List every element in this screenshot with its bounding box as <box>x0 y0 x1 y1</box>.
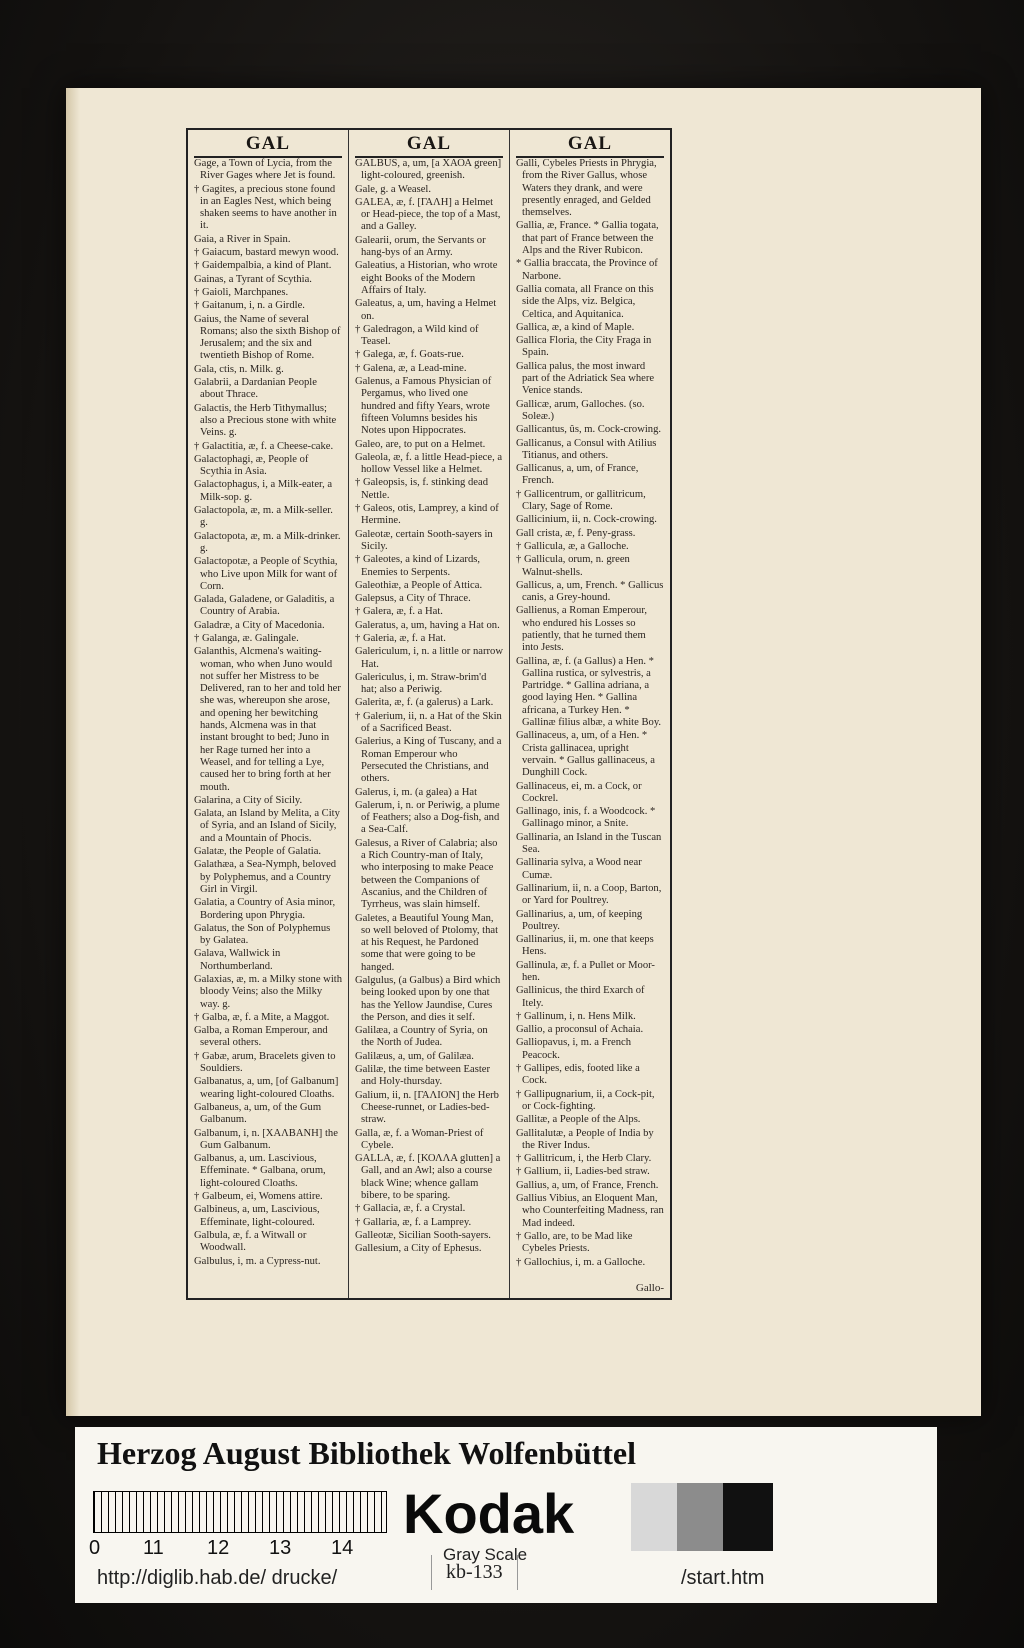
dictionary-entry: Galetes, a Beautiful Young Man, so well beloved of Ptolomy, that at his Request, he Pardoned some that were going to be hanged. <box>355 912 499 973</box>
dictionary-entry: Galerus, i, m. (a galea) a Hat <box>355 786 478 798</box>
dictionary-entry: Galla, æ, f. a Woman-Priest of Cybele. <box>355 1127 484 1151</box>
dictionary-entry: Galava, Wallwick in Northumberland. <box>194 948 281 972</box>
dictionary-entry: Galabrii, a Dardanian People about Thrace. <box>194 377 317 401</box>
dictionary-entry: Gallinaceus, ei, m. a Cock, or Cockrel. <box>516 780 642 804</box>
dictionary-entry: Gall crista, æ, f. Peny-grass. <box>516 527 636 539</box>
dictionary-entry: † Galena, æ, a Lead-mine. <box>355 362 467 374</box>
dictionary-entry: Galactopola, æ, m. a Milk-seller. g. <box>194 505 333 529</box>
dictionary-entry: † Gallo, are, to be Mad like Cybeles Priests. <box>516 1230 633 1255</box>
dictionary-entry: Galeratus, a, um, having a Hat on. <box>355 619 500 631</box>
column-3-text <box>516 158 664 1269</box>
dictionary-entry: Galli, Cybeles Priests in Phrygia, from the River Gallus, whose Waters they drank, and were presently enraged, and Gelded themselves. <box>516 158 657 219</box>
dictionary-entry: Galgulus, (a Galbus) a Bird which being looked upon by one that has the Yellow Jaundise, Cures the Person, and dies it self. <box>355 975 501 1023</box>
column-3 <box>510 130 670 1298</box>
dictionary-entry: Galilæ, the time between Easter and Holy-thursday. <box>355 1064 491 1088</box>
dictionary-entry: Galleotæ, Sicilian Sooth-sayers. <box>355 1229 491 1241</box>
ruler <box>93 1491 387 1533</box>
dictionary-entry: Gallicinium, ii, n. Cock-crowing. <box>516 514 657 526</box>
dictionary-entry: Gallinicus, the third Exarch of Itely. <box>516 985 645 1009</box>
dictionary-entry: Gallinaceus, a, um, of a Hen. * Crista gallinacea, upright vervain. * Gallus gallinaceus, a Dunghill Cock. <box>516 730 655 779</box>
dictionary-entry: † Gallaria, æ, f. a Lamprey. <box>355 1216 472 1228</box>
dictionary-entry: † Galega, æ, f. Goats-rue. <box>355 349 464 361</box>
ruler-number-12: 12 <box>207 1537 230 1559</box>
dictionary-entry: Gallinula, æ, f. a Pullet or Moor-hen. <box>516 959 655 983</box>
dictionary-entry: Galbanatus, a, um, [of Galbanum] wearing light-coloured Cloaths. <box>194 1076 339 1100</box>
dictionary-entry: Galbaneus, a, um, of the Gum Galbanum. <box>194 1101 322 1126</box>
dictionary-entry: Galadræ, a City of Macedonia. <box>194 619 325 631</box>
dictionary-entry: † Galeopsis, is, f. stinking dead Nettle. <box>355 477 488 501</box>
start-url: /start.htm <box>681 1567 765 1589</box>
dictionary-entry: Gallicanus, a, um, of France, French. <box>516 463 639 487</box>
dictionary-entry: Gallia, æ, France. * Gallia togata, that part of France between the Alps and the River Rubicon. <box>516 220 659 257</box>
dictionary-entry: † Gaiacum, bastard mewyn wood. <box>194 247 339 259</box>
gray-swatch-light <box>631 1483 677 1551</box>
column-header-3: GAL <box>516 130 664 158</box>
dictionary-entry: Galatus, the Son of Polyphemus by Galatea. <box>194 922 331 947</box>
dictionary-entry: Galeo, are, to put on a Helmet. <box>355 438 486 450</box>
dictionary-entry: Gallica palus, the most inward part of the Adriatick Sea where Venice stands. <box>516 360 655 397</box>
dictionary-entry: Gallesium, a City of Ephesus. <box>355 1243 482 1255</box>
dictionary-entry: Gaia, a River in Spain. <box>194 233 291 245</box>
ruler-number-14: 14 <box>331 1537 354 1559</box>
dictionary-entry: Galilæus, a, um, of Galilæa. <box>355 1050 474 1062</box>
dictionary-entry: Gallica Floria, the City Fraga in Spain. <box>516 335 652 359</box>
dictionary-entry: Galeola, æ, f. a little Head-piece, a hollow Vessel like a Helmet. <box>355 451 503 476</box>
dictionary-entry: GALEA, æ, f. [ΓΑΛΗ] a Helmet or Head-piece, the top of a Mast, and a Galley. <box>355 196 501 233</box>
column-2-text <box>355 158 503 1256</box>
dictionary-entry: † Galeos, otis, Lamprey, a kind of Hermine. <box>355 503 499 527</box>
column-header-1: GAL <box>194 130 342 158</box>
dictionary-entry: Galearii, orum, the Servants or hang-bys of an Army. <box>355 234 486 259</box>
ruler-number-0: 0 <box>89 1537 101 1559</box>
dictionary-entry: Galericulum, i, n. a little or narrow Hat. <box>355 646 503 670</box>
dictionary-entry: Galericulus, i, m. Straw-brim'd hat; also a Periwig. <box>355 671 487 696</box>
dictionary-entry: Galbulus, i, m. a Cypress-nut. <box>194 1255 321 1267</box>
dictionary-entry: Galactopota, æ, m. a Milk-drinker. g. <box>194 530 341 554</box>
dictionary-entry: Galerita, æ, f. (a galerus) a Lark. <box>355 697 494 709</box>
dictionary-entry: † Galerium, ii, n. a Hat of the Skin of a Sacrificed Beast. <box>355 710 502 735</box>
source-url: http://diglib.hab.de/ drucke/ <box>97 1567 338 1589</box>
scan-footer <box>75 1427 937 1603</box>
dictionary-entry: Galilæa, a Country of Syria, on the North of Judea. <box>355 1025 488 1049</box>
dictionary-entry: Gallienus, a Roman Emperour, who endured his Losses so patiently, that he turned them into Jests. <box>516 605 648 654</box>
dictionary-entry: Galanthis, Alcmena's waiting-woman, who when Juno would not suffer her Mistress to be Delivered, ran to her and told her she was, whereupon she arose, and opening her bewitching hands, Alcmena was in that instant brought to bed; Juno in her Rage turned her into a Weasel, and for telling a Lye, caused her to bring forth at her mouth. <box>194 646 341 793</box>
dictionary-entry: GALLA, æ, f. [ΚΟΛΛΑ glutten] a Gall, and an Awl; also a course black Wine; whence gallam bibere, to be sparing. <box>355 1153 501 1202</box>
dictionary-entry: Galbanum, i, n. [ΧΑΛΒΑΝΗ] the Gum Galbanum. <box>194 1127 338 1151</box>
dictionary-entry: Galium, ii, n. [ΓΑΛΙΟΝ] the Herb Cheese-runnet, or Ladies-bed-straw. <box>355 1089 499 1126</box>
dictionary-entry: Gallinarius, a, um, of keeping Poultrey. <box>516 908 643 932</box>
dictionary-entry: Gallinaria sylva, a Wood near Cumæ. <box>516 857 642 881</box>
gray-swatch-mid <box>677 1483 723 1551</box>
dictionary-entry: Gallica, æ, a kind of Maple. <box>516 321 635 333</box>
gray-scale-label: Gray Scale <box>443 1545 528 1564</box>
dictionary-entry: Galactopotæ, a People of Scythia, who Live upon Milk for want of Corn. <box>194 556 338 592</box>
dictionary-entry: Galeatus, a, um, having a Helmet on. <box>355 298 497 322</box>
dictionary-entry: † Gagites, a precious stone found in an Eagles Nest, which being shaken seems to have another in it. <box>194 183 337 232</box>
dictionary-entry: † Gallicentrum, or gallitricum, Clary, Sage of Rome. <box>516 488 646 513</box>
column-1-text <box>194 158 342 1268</box>
dictionary-entry: Galathæa, a Sea-Nymph, beloved by Polyphemus, and a Country Girl in Virgil. <box>194 859 337 895</box>
dictionary-entry: † Gallipes, edis, footed like a Cock. <box>516 1063 640 1087</box>
dictionary-entry: Gallicanus, a Consul with Atilius Titianus, and others. <box>516 437 657 461</box>
dictionary-entry: † Gallipugnarium, ii, a Cock-pit, or Cock-fighting. <box>516 1088 655 1112</box>
catchword: Gallo- <box>635 1282 664 1294</box>
ruler-number-11: 11 <box>143 1537 164 1559</box>
dictionary-entry: † Gallium, ii, Ladies-bed straw. <box>516 1166 650 1178</box>
dictionary-entry: Gale, g. a Weasel. <box>355 183 432 195</box>
dictionary-entry: Galbanus, a, um. Lascivious, Effeminate. * Galbana, orum, light-coloured Cloaths. <box>194 1153 326 1189</box>
dictionary-entry: Gala, ctis, n. Milk. g. <box>194 363 284 375</box>
dictionary-entry: Galactophagi, æ, People of Scythia in Asia. <box>194 453 309 478</box>
dictionary-entry: Galerius, a King of Tuscany, and a Roman Emperour who Persecuted the Christians, and others. <box>355 736 502 785</box>
dictionary-entry: Gallia comata, all France on this side the Alps, viz. Belgica, Celtica, and Aquitanica. <box>516 283 654 320</box>
dictionary-entry: Gallicantus, ûs, m. Cock-crowing. <box>516 424 662 436</box>
dictionary-entry: † Galactitia, æ, f. a Cheese-cake. <box>194 440 334 452</box>
dictionary-entry: Gallius, a, um, of France, French. <box>516 1179 659 1191</box>
dictionary-entry: † Galanga, æ. Galingale. <box>194 632 299 644</box>
dictionary-entry: Gallitæ, a People of the Alps. <box>516 1114 641 1126</box>
column-2 <box>349 130 510 1298</box>
dictionary-entry: † Gallochius, i, m. a Galloche. <box>516 1256 646 1268</box>
dictionary-entry: Galbula, æ, f. a Witwall or Woodwall. <box>194 1229 307 1254</box>
dictionary-entry: Gallio, a proconsul of Achaia. <box>516 1024 644 1036</box>
gray-swatch-dark <box>723 1483 773 1551</box>
ruler-number-13: 13 <box>269 1537 292 1559</box>
dictionary-entry: Gallinaria, an Island in the Tuscan Sea. <box>516 831 662 856</box>
dictionary-entry: † Gabæ, arum, Bracelets given to Souldiers. <box>194 1050 336 1075</box>
dictionary-entry: Galarina, a City of Sicily. <box>194 794 303 806</box>
dictionary-entry: Galesus, a River of Calabria; also a Rich Country-man of Italy, who interposing to make Peace between the Companions of Ascanius, and the Children of Tyrrheus, was slain himself. <box>355 837 498 911</box>
shelf-code: kb-133 <box>431 1555 518 1590</box>
dictionary-entry: Galbineus, a, um, Lascivious, Effeminate, light-coloured. <box>194 1204 320 1228</box>
dictionary-entry: Galepsus, a City of Thrace. <box>355 593 471 605</box>
dictionary-entry: Gallius Vibius, an Eloquent Man, who Counterfeiting Madness, ran Mad indeed. <box>516 1193 664 1229</box>
dictionary-entry: † Galeria, æ, f. a Hat. <box>355 632 446 644</box>
dictionary-entry: Galeatius, a Historian, who wrote eight Books of the Modern Affairs of Italy. <box>355 260 498 296</box>
dictionary-entry: Gage, a Town of Lycia, from the River Gages where Jet is found. <box>194 158 336 182</box>
dictionary-entry: Galatæ, the People of Galatia. <box>194 846 322 858</box>
dictionary-entry: Galatia, a Country of Asia minor, Bordering upon Phrygia. <box>194 897 336 921</box>
dictionary-entry: † Galera, æ, f. a Hat. <box>355 606 443 618</box>
dictionary-columns <box>186 128 672 1300</box>
library-name: Herzog August Bibliothek Wolfenbüttel <box>97 1435 637 1471</box>
dictionary-entry: Gallinarius, ii, m. one that keeps Hens. <box>516 934 654 958</box>
dictionary-entry: † Gallitricum, i, the Herb Clary. <box>516 1153 652 1165</box>
dictionary-entry: Gaius, the Name of several Romans; also the sixth Bishop of Jerusalem; and the six and twentieth Bishop of Rome. <box>194 313 341 362</box>
dictionary-entry: † Gaioli, Marchpanes. <box>194 286 289 298</box>
dictionary-entry: † Gallinum, i, n. Hens Milk. <box>516 1010 636 1022</box>
dictionary-entry: Galactis, the Herb Tithymallus; also a Precious stone with white Veins. g. <box>194 402 337 439</box>
dictionary-entry: * Gallia braccata, the Province of Narbone. <box>516 258 658 282</box>
dictionary-entry: † Gallicula, æ, a Galloche. <box>516 540 629 552</box>
dictionary-entry: Galada, Galadene, or Galaditis, a Country of Arabia. <box>194 594 335 618</box>
dictionary-entry: Gallicæ, arum, Galloches. (so. Soleæ.) <box>516 398 645 422</box>
dictionary-entry: Galeothiæ, a People of Attica. <box>355 579 483 591</box>
dictionary-entry: Gallinago, inis, f. a Woodcock. * Gallinago minor, a Snite. <box>516 806 656 830</box>
dictionary-entry: Galliopavus, i, m. a French Peacock. <box>516 1037 632 1061</box>
dictionary-entry: Galata, an Island by Melita, a City of Syria, and an Island of Sicily, and a Mountain of Phocis. <box>194 808 340 844</box>
dictionary-entry: † Galedragon, a Wild kind of Teasel. <box>355 323 479 348</box>
dictionary-entry: Galba, a Roman Emperour, and several others. <box>194 1025 328 1049</box>
dictionary-entry: † Gaidempalbia, a kind of Plant. <box>194 260 332 272</box>
column-header-2: GAL <box>355 130 503 158</box>
dictionary-entry: Gainas, a Tyrant of Scythia. <box>194 273 312 285</box>
dictionary-entry: Gallitalutæ, a People of India by the River Indus. <box>516 1127 654 1151</box>
dictionary-entry: Galactophagus, i, a Milk-eater, a Milk-sop. g. <box>194 479 333 503</box>
dictionary-entry: † Galbeum, ei, Womens attire. <box>194 1191 323 1203</box>
dictionary-entry: Gallicus, a, um, French. * Gallicus canis, a Grey-hound. <box>516 579 664 604</box>
dictionary-entry: † Gaitanum, i, n. a Girdle. <box>194 300 305 312</box>
dictionary-entry: Galenus, a Famous Physician of Pergamus, who lived one hundred and fifty Years, wrote fifteen Volumns besides his Notes upon Hippocrates. <box>355 376 492 437</box>
dictionary-entry: † Gallacia, æ, f. a Crystal. <box>355 1203 466 1215</box>
kodak-logo: Kodak <box>403 1482 575 1545</box>
dictionary-entry: Gallina, æ, f. (a Gallus) a Hen. * Gallina rustica, or sylvestris, a Partridge. * Gallina adriana, a good laying Hen. * Gallina africana, a Turkey Hen. * Gallinæ filius albæ, a white Boy. <box>516 655 662 729</box>
dictionary-entry: † Galeotes, a kind of Lizards, Enemies to Serpents. <box>355 554 481 578</box>
dictionary-entry: Galerum, i, n. or Periwig, a plume of Feathers; also a Dog-fish, and a Sea-Calf. <box>355 799 500 836</box>
dictionary-entry: † Gallicula, orum, n. green Walnut-shells. <box>516 554 630 578</box>
dictionary-entry: Gallinarium, ii, n. a Coop, Barton, or Yard for Poultrey. <box>516 882 662 907</box>
dictionary-entry: GALBUS, a, um, [a ΧΑΟΑ green] light-coloured, greenish. <box>355 158 502 182</box>
dictionary-entry: Galeotæ, certain Sooth-sayers in Sicily. <box>355 528 493 552</box>
dictionary-entry: † Galba, æ, f. a Mite, a Maggot. <box>194 1011 330 1023</box>
column-1 <box>188 130 349 1298</box>
dictionary-entry: Galaxias, æ, m. a Milky stone with bloody Veins; also the Milky way. g. <box>194 974 343 1010</box>
